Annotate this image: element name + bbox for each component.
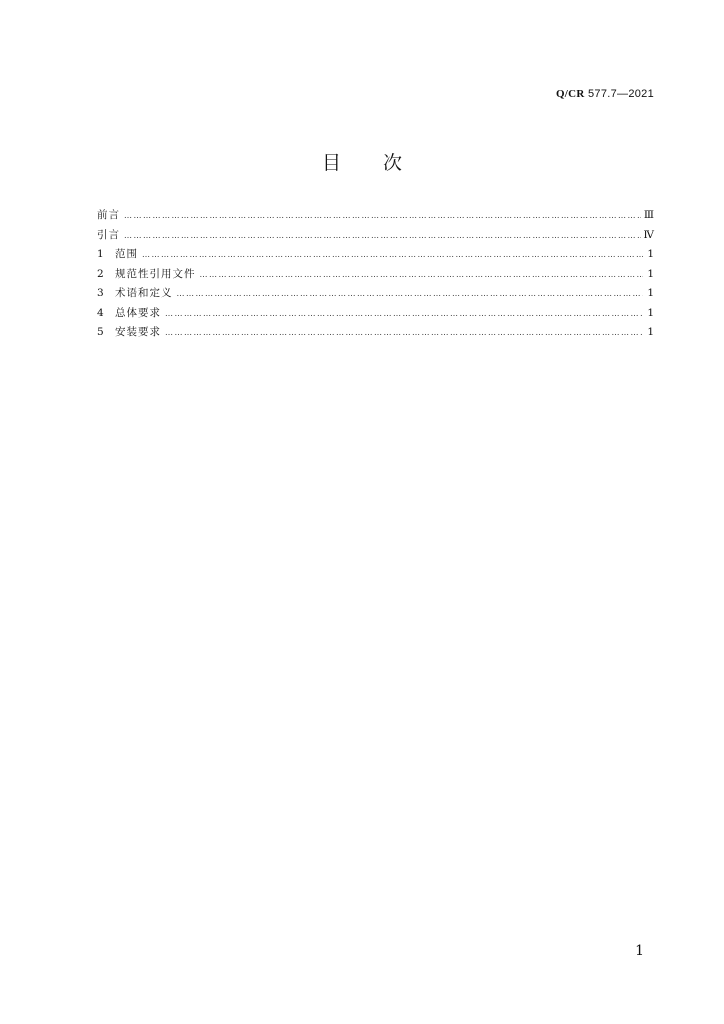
- toc-entry-normative-references[interactable]: [97, 265, 654, 285]
- toc-entry-label: 总体要求: [115, 306, 161, 319]
- toc-entry-scope[interactable]: [97, 245, 654, 265]
- toc-entry-installation-requirements[interactable]: [97, 323, 654, 343]
- toc-entry-page: 1: [647, 326, 654, 338]
- toc-leader-dots: [142, 245, 643, 265]
- toc-entry-page: 1: [647, 248, 654, 260]
- toc-entry-page: Ⅲ: [643, 209, 654, 221]
- toc-entry-number: 5: [97, 326, 104, 338]
- page-title-char-2: 次: [383, 152, 403, 174]
- toc-entry-page: 1: [647, 287, 654, 299]
- toc-entry-label: 前言: [97, 209, 120, 221]
- toc-leader-dots: [124, 206, 641, 226]
- toc-leader-dots: [177, 284, 644, 304]
- toc-entry-label: 引言: [97, 228, 120, 241]
- toc-entry-label: 规范性引用文件: [115, 267, 196, 280]
- toc-entry-general-requirements[interactable]: [97, 304, 654, 324]
- document-code-prefix: Q/CR: [555, 88, 585, 100]
- toc-entry-introduction[interactable]: [97, 226, 654, 246]
- toc-leader-dots: [124, 226, 641, 246]
- page-number: 1: [635, 943, 644, 959]
- toc-entry-foreword[interactable]: [97, 206, 654, 226]
- toc-leader-dots: [165, 323, 643, 343]
- toc-entry-label: 安装要求: [115, 326, 161, 338]
- document-code: [556, 88, 654, 100]
- toc-entry-page: 1: [647, 267, 654, 280]
- toc-leader-dots: [165, 304, 643, 324]
- toc-entry-page: 1: [647, 306, 654, 319]
- page-title: [0, 148, 724, 175]
- toc-entry-number: 2: [97, 267, 104, 280]
- document-code-number: 577.7—2021: [588, 88, 654, 100]
- toc-entry-label: 范围: [115, 248, 138, 260]
- page-title-char-1: 目: [321, 152, 341, 174]
- toc-entry-number: 4: [97, 306, 104, 319]
- toc-entry-terms-definitions[interactable]: [97, 284, 654, 304]
- toc-entry-number: 1: [97, 248, 104, 260]
- toc-entry-label: 术语和定义: [115, 287, 173, 299]
- toc-entry-page: Ⅳ: [643, 228, 654, 241]
- toc-entry-number: 3: [97, 287, 104, 299]
- table-of-contents: [97, 206, 654, 343]
- toc-leader-dots: [200, 265, 644, 285]
